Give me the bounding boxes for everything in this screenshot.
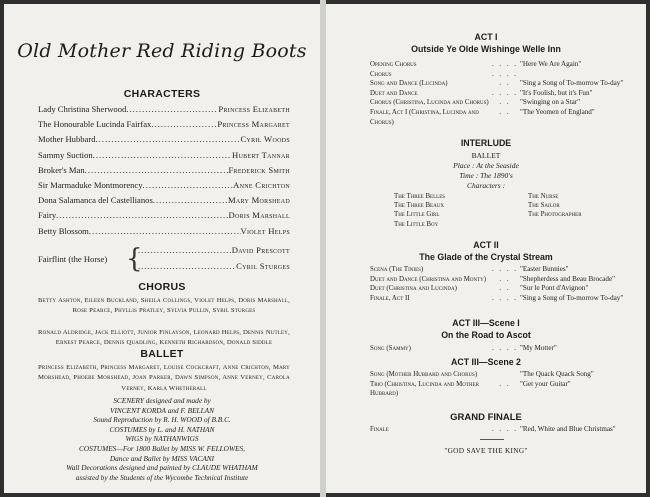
cast-list [38, 102, 290, 239]
cast-row [38, 132, 290, 147]
leader-dots [89, 224, 241, 239]
production-credits [24, 396, 300, 482]
credit-line: COSTUMES—For 1800 Ballet by MISS W. FELLOWES, [79, 443, 245, 453]
cast-role: Sir Marmaduke Montmorency [38, 180, 143, 191]
cast-row [38, 208, 290, 223]
closing-anthem: "GOD SAVE THE KING" [444, 446, 528, 455]
program-item-song: "Get your Guitar" [520, 379, 571, 388]
program-item-label: Chorus (Christina, Lucinda and Chorus) [370, 99, 489, 107]
credit-line: COSTUMES by L. and H. NATHAN [109, 424, 215, 434]
program-item-dots: . . . . [491, 266, 519, 273]
program-item-dots [490, 370, 520, 380]
leader-dots [93, 148, 232, 163]
program-item-dots: . . . . [491, 61, 519, 68]
program-item-song: "Red, White and Blue Christmas" [520, 425, 616, 433]
program-item-dots: . . [499, 108, 511, 116]
program-item [370, 265, 640, 275]
characters-heading: CHARACTERS [123, 88, 201, 100]
cast-role: Betty Blossom [38, 225, 89, 236]
cast-role: Mother Hubbard [38, 134, 96, 145]
program-item [370, 89, 640, 99]
cast-row [38, 148, 290, 163]
program-item-dots: . . [499, 285, 511, 293]
interlude-character: The Sailor [528, 202, 560, 210]
act2-heading: ACT II [473, 240, 499, 250]
act1-program [370, 60, 640, 127]
program-item-song [520, 70, 640, 80]
program-item-song: "My Motter" [520, 344, 557, 352]
interlude-place: Place : At the Seaside [453, 161, 519, 170]
credit-line: VINCENT KORDA and F. BELLAN [110, 405, 214, 415]
cast-row [38, 178, 290, 193]
program-item-label: Chorus [370, 70, 392, 78]
cast-row [38, 224, 290, 239]
leader-dots [56, 208, 228, 223]
interlude-character: The Photographer [528, 211, 582, 219]
cast-row [38, 117, 290, 132]
credit-line: Sound Reproduction by R. H. WOOD of B.B.C. [93, 415, 231, 425]
fairflint-entry [38, 245, 290, 275]
program-item [370, 79, 640, 89]
program-item [370, 108, 640, 127]
act3-scene1-program [370, 344, 640, 354]
program-item-song: "The Quack Quack Song" [520, 370, 594, 378]
act1-heading: ACT I [474, 32, 498, 42]
program-item-song: "It's Foolish, but it's Fun" [520, 88, 593, 97]
chorus-heading: CHORUS [138, 281, 186, 293]
interlude-character: The Little Boy [394, 220, 439, 228]
cast-row [38, 102, 290, 117]
interlude-heading: INTERLUDE [460, 138, 512, 148]
program-item-label: Duet (Christina and Lucinda) [370, 285, 457, 293]
cast-actor: Anne Crichton [233, 180, 290, 191]
credit-line: WIGS by NATHANWIGS [125, 434, 199, 444]
cast-row [38, 163, 290, 178]
program-item [370, 275, 640, 285]
cast-actor: Cyril Woods [240, 134, 290, 145]
cast-actor: Princess Elizabeth [218, 104, 290, 114]
credit-line: assisted by the Students of the Wycombe Technical Institute [75, 472, 249, 482]
program-item-song: "Swinging on a Star" [520, 98, 580, 107]
program-item-label: Song (Sammy) [370, 345, 411, 352]
right-page [326, 4, 646, 493]
program-item-label: Trio (Christina, Lucinda and Mother Hubbard) [370, 380, 479, 398]
cast-role: Dona Salamanca del Castellianos [38, 195, 153, 206]
leader-dots [126, 102, 218, 117]
program-item [370, 370, 640, 380]
leader-dots [96, 132, 241, 147]
left-page [4, 4, 320, 493]
cast-actor: Doris Marshall [228, 210, 290, 221]
cast-role: Sammy Suction [38, 149, 93, 160]
leader-dots [85, 163, 229, 178]
program-item-dots: . . [499, 275, 511, 283]
program-item-label: Finale, Act I (Christina, Lucinda and Chorus) [370, 108, 479, 126]
program-item-dots: . . . . [491, 426, 519, 433]
program-item [370, 98, 640, 108]
credit-line: Wall Decorations designed and painted by CLAUDE WHATHAM [66, 463, 258, 473]
cast-role: Fairy [38, 210, 57, 221]
program-item [370, 425, 640, 435]
cast-actor: Frederick Smith [228, 164, 290, 175]
program-item-label: Finale, Act II [370, 294, 410, 302]
act3-scene1-heading: ACT III—Scene I [452, 318, 520, 328]
program-item-label: Song and Dance (Lucinda) [370, 80, 448, 88]
chorus-boys: Ronald Aldridge, Jack Elliott, Junior Finlayson, Leonard Helps, Dennis Nutley, Ernest Pearce, Dennis Quadling, Kenneth Richardson, Donald Siddle [38, 329, 290, 347]
cast-actor: Hubert Tannar [232, 149, 290, 160]
chorus-girls: Betty Ashton, Eileen Buckland, Sheila Collings, Violet Helps, Doris Marshall, Rose Pearce, Phyllis Pratley, Sylvia Pullin, Sybil Sturges [38, 297, 290, 315]
program-item-dots: . . . . [491, 345, 519, 352]
grand-finale-program [370, 425, 640, 435]
cast-actor: Violet Helps [240, 225, 290, 236]
fairflint-actor-1: David Prescott [231, 245, 290, 255]
brace-icon: { [126, 244, 143, 274]
program-item-song: "Sing a Song of To-morrow To-day" [520, 79, 624, 88]
ballet-heading: BALLET [140, 348, 184, 360]
programme-title: Old Mother Red Riding Boots [17, 40, 307, 62]
interlude-character: The Little Girl [394, 211, 440, 219]
program-item-dots: . . [499, 80, 511, 88]
act1-subheading: Outside Ye Olde Wishinge Welle Inn [411, 44, 561, 54]
program-item-label: Duet and Dance [370, 89, 418, 97]
fairflint-actor-2: Cyril Sturges [236, 261, 290, 271]
cast-actor: Princess Margaret [217, 119, 290, 130]
program-item [370, 344, 640, 354]
program-item [370, 380, 640, 399]
program-item [370, 60, 640, 70]
leader-dots [143, 178, 234, 193]
program-item-label: Duet and Dance (Christina and Monty) [370, 275, 487, 283]
cast-row [38, 193, 290, 208]
act2-subheading: The Glade of the Crystal Stream [419, 252, 553, 262]
program-item-label: Finale [370, 426, 389, 433]
credit-line: SCENERY designed and made by [113, 396, 211, 405]
program-item-dots: . . [499, 99, 511, 107]
interlude-character: The Three Belles [394, 193, 446, 200]
grand-finale-heading: GRAND FINALE [450, 412, 522, 423]
program-item-dots: . . . . [491, 70, 519, 78]
program-item [370, 294, 640, 304]
program-item-label: Scena (The Tinies) [370, 266, 424, 273]
program-item-song: "Easter Bunnies" [520, 265, 569, 273]
interlude-ballet: BALLET [471, 151, 501, 160]
act2-program [370, 265, 640, 303]
leader-dots [153, 193, 228, 208]
program-item-label: Song (Mother Hubbard and Chorus) [370, 371, 478, 378]
program-item [370, 70, 640, 80]
cast-role: Lady Christina Sherwood [38, 104, 127, 114]
interlude-character: The Three Beaux [394, 202, 444, 210]
program-item-song: "Sing a Song of To-morrow To-day" [520, 293, 624, 302]
divider [480, 439, 504, 440]
cast-role: Broker's Man [38, 164, 85, 175]
program-item-song: "The Yeomen of England" [520, 107, 595, 116]
program-item-label: Opening Chorus [370, 61, 417, 68]
interlude-characters-label: Characters : [466, 181, 506, 190]
cast-role: The Honourable Lucinda Fairfax [38, 119, 152, 130]
act3-scene2-heading: ACT III—Scene 2 [451, 357, 521, 367]
act3-scene2-program [370, 370, 640, 399]
credit-line: Dance and Ballet by MISS VACANI [109, 453, 215, 463]
interlude-character: The Nurse [528, 193, 559, 200]
ballet-names: Princess Elizabeth, Princess Margaret, Louise Cockcraft, Anne Crichton, Mary Morshead, Phoebe Morshead, Joan Parker, Dawn Simpson, Anne Verney, Carola Verney, Karla Whetherall [38, 364, 290, 392]
act3-scene1-subheading: On the Road to Ascot [441, 330, 531, 340]
leader-dots [151, 117, 217, 132]
cast-actor: Mary Morshead [227, 195, 290, 206]
program-item-song: "Shepherdess and Beau Brocade" [520, 274, 616, 283]
fairflint-role: Fairflint (the Horse) [38, 254, 108, 264]
program-item-song: "Sur le Pont d'Avignon" [520, 284, 589, 293]
program-item-song: "Here We Are Again" [520, 60, 582, 68]
program-item-dots: . . . . [491, 294, 519, 302]
program-item-dots: . . . . [491, 89, 519, 97]
program-item [370, 284, 640, 294]
interlude-time: Time : The 1890's [459, 171, 513, 180]
program-item-dots: . . [499, 380, 511, 388]
